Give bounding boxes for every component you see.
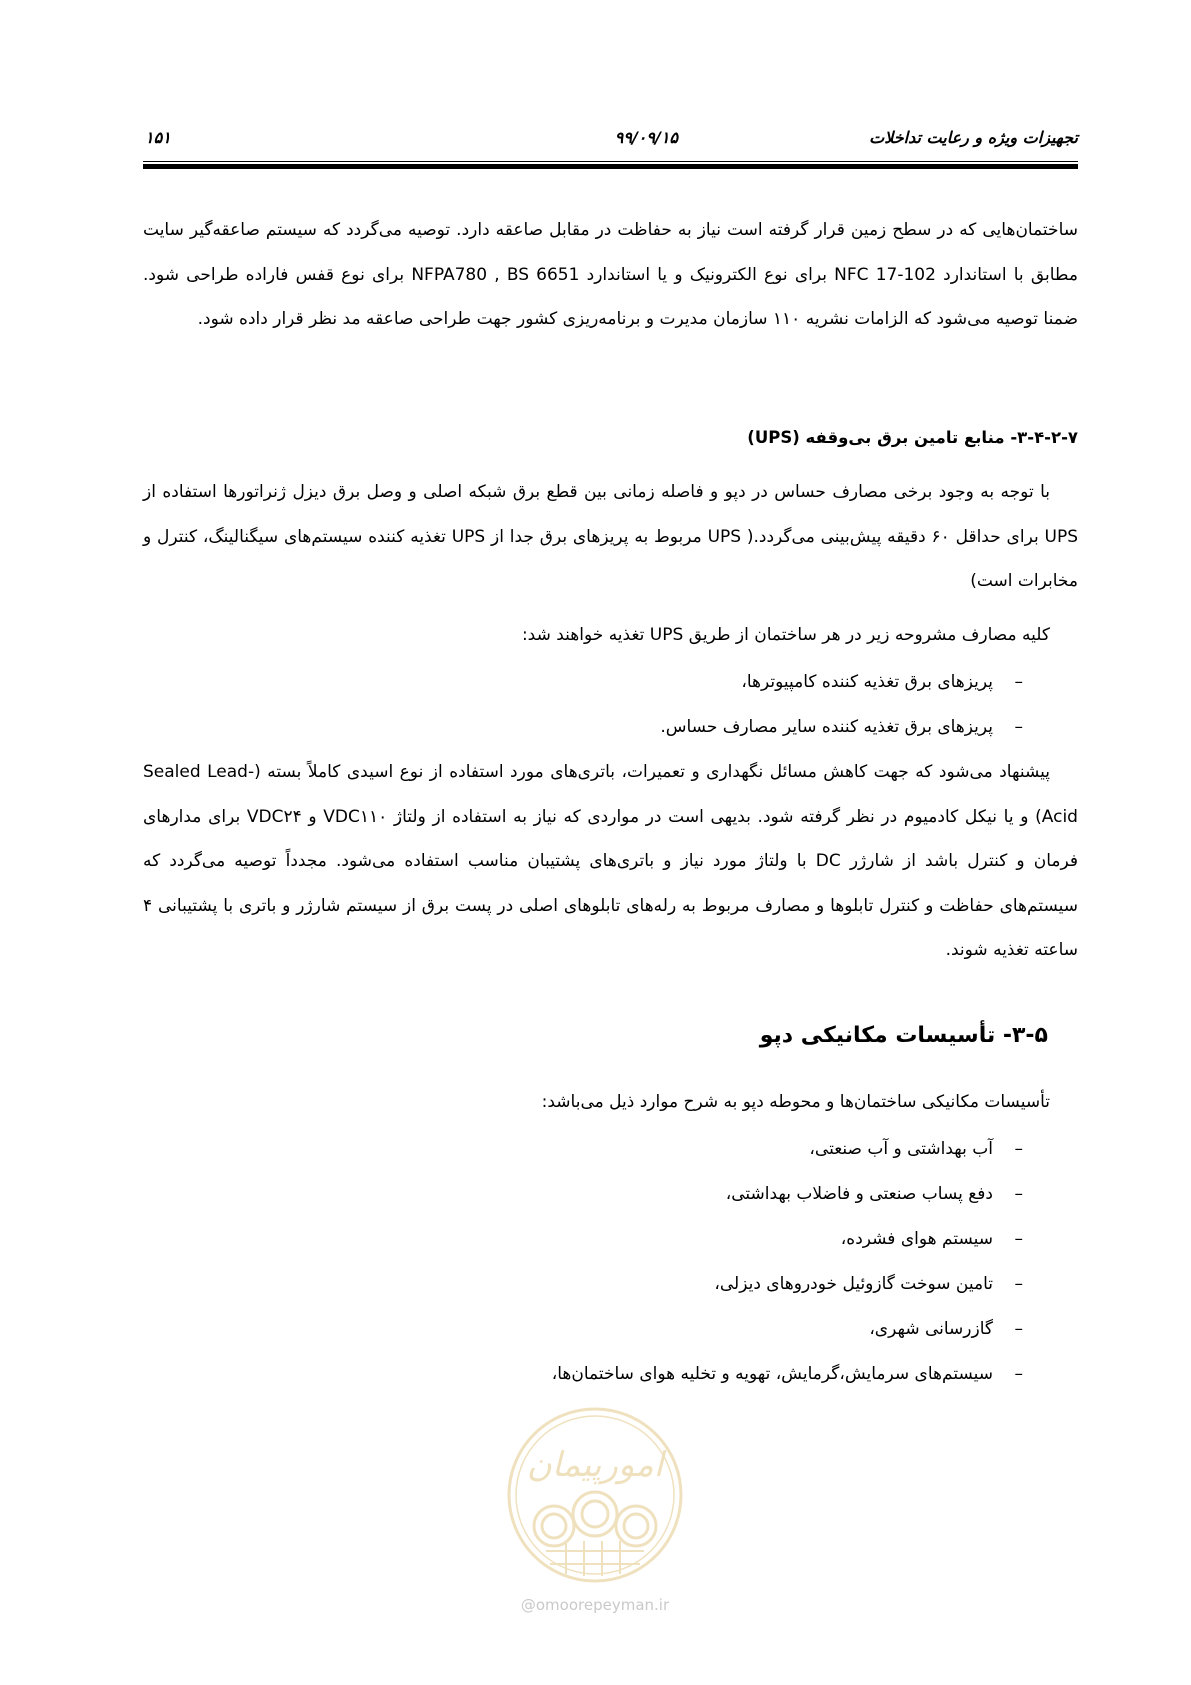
page-header — [143, 124, 1078, 154]
bullet-dash: – — [1014, 672, 1023, 692]
bullet-text: پریزهای برق تغذیه کننده سایر مصارف حساس. — [660, 717, 993, 737]
bullet-text: آب بهداشتی و آب صنعتی، — [809, 1139, 993, 1159]
bullet-dash: – — [1014, 1274, 1023, 1294]
header-date: ۹۹/۰۹/۱۵ — [614, 128, 678, 147]
ups-loads-section — [143, 613, 1078, 658]
watermark-url: @omoorepeyman.ir — [520, 1596, 670, 1614]
mechanical-heading: ۳-۵- تأسیسات مکانیکی دپو — [759, 1023, 1048, 1048]
batteries-section — [143, 750, 1078, 973]
bullet-text: سیستم هوای فشرده، — [840, 1229, 993, 1249]
ups-bullet-list — [143, 660, 1078, 750]
list-item — [143, 1172, 1078, 1217]
list-item — [143, 1352, 1078, 1397]
bullet-text: پریزهای برق تغذیه کننده کامپیوترها، — [741, 672, 993, 692]
bullet-text: گازرسانی شهری، — [869, 1319, 993, 1339]
list-item — [143, 1307, 1078, 1352]
bullet-dash: – — [1014, 1184, 1023, 1204]
bullet-dash: – — [1014, 1139, 1023, 1159]
bullet-text: دفع پساب صنعتی و فاضلاب بهداشتی، — [725, 1184, 993, 1204]
ups-intro-paragraph: با توجه به وجود برخی مصارف حساس در دپو و فاصله زمانی بین قطع برق شبکه اصلی و وصل برق دیزل ژنراتورها استفاده از UPS برای حداقل ۶۰ دقیقه پیش‌بینی می‌گردد.( UPS مربوط به پریزهای برق جدا از UPS تغذیه کننده سیستم‌های سیگنالینگ، کنترل و مخابرات است) — [143, 482, 1078, 591]
list-item — [143, 1262, 1078, 1307]
header-rule-thick — [143, 164, 1078, 169]
bullet-dash: – — [1014, 1364, 1023, 1384]
bullet-text: سیستم‌های سرمایش،گرمایش، تهویه و تخلیه هوای ساختمان‌ها، — [551, 1364, 993, 1384]
lightning-section — [143, 208, 1078, 342]
header-title: تجهیزات ویژه و رعایت تداخلات — [869, 128, 1078, 147]
list-item — [143, 1127, 1078, 1172]
ups-section — [143, 470, 1078, 604]
mechanical-intro-paragraph: تأسیسات مکانیکی ساختمان‌ها و محوطه دپو به شرح موارد ذیل می‌باشد: — [541, 1092, 1050, 1112]
list-item — [143, 660, 1078, 705]
mechanical-intro-section — [143, 1080, 1078, 1125]
list-item — [143, 1217, 1078, 1262]
batteries-paragraph: پیشنهاد می‌شود که جهت کاهش مسائل نگهداری و تعمیرات، باتری‌های مورد استفاده از نوع اسیدی کاملاً بسته (Sealed Lead-Acid) و یا نیکل کادمیوم در نظر گرفته شود. بدیهی است در مواردی که نیاز به استفاده از ولتاژ VDC۱۱۰ و VDC۲۴ برای مدارهای فرمان و کنترل باشد از شارژر DC با ولتاژ مورد نیاز و باتری‌های پشتیبان مناسب استفاده می‌شود. مجدداً توصیه می‌گردد که سیستم‌های حفاظت و کنترل تابلوها و مصارف مربوط به رله‌های تابلوهای اصلی در پست برق از سیستم شارژر و باتری با پشتیبانی ۴ ساعته تغذیه شوند. — [143, 762, 1078, 960]
ups-heading: ۳-۴-۲-۷- منابع تامین برق بی‌وقفه (UPS) — [747, 428, 1078, 447]
mechanical-bullet-list — [143, 1127, 1078, 1397]
header-rule-thin — [143, 161, 1078, 162]
bullet-dash: – — [1014, 1229, 1023, 1249]
ups-loads-paragraph: کلیه مصارف مشروحه زیر در هر ساختمان از طریق UPS تغذیه خواهند شد: — [521, 625, 1050, 645]
gear-icon — [534, 1492, 656, 1546]
page-number: ۱۵۱ — [145, 128, 171, 147]
bullet-dash: – — [1014, 1319, 1023, 1339]
bullet-dash: – — [1014, 717, 1023, 737]
lightning-paragraph: ساختمان‌هایی که در سطح زمین قرار گرفته است نیاز به حفاظت در مقابل صاعقه دارد. توصیه می‌گردد که سیستم صاعقه‌گیر سایت مطابق با استاندارد NFC 17-102 برای نوع الکترونیک و یا استاندارد NFPA780 , BS 6651 برای نوع قفس فاراده طراحی شود. ضمنا توصیه می‌شود که الزامات نشریه ۱۱۰ سازمان مدیرت و برنامه‌ریزی کشور جهت طراحی صاعقه مد نظر قرار داده شود. — [143, 220, 1078, 329]
list-item — [143, 705, 1078, 750]
seal-script-text: امورپیمان — [526, 1445, 664, 1485]
watermark-seal-logo — [506, 1406, 684, 1584]
bullet-text: تامین سوخت گازوئیل خودروهای دیزلی، — [714, 1274, 993, 1294]
